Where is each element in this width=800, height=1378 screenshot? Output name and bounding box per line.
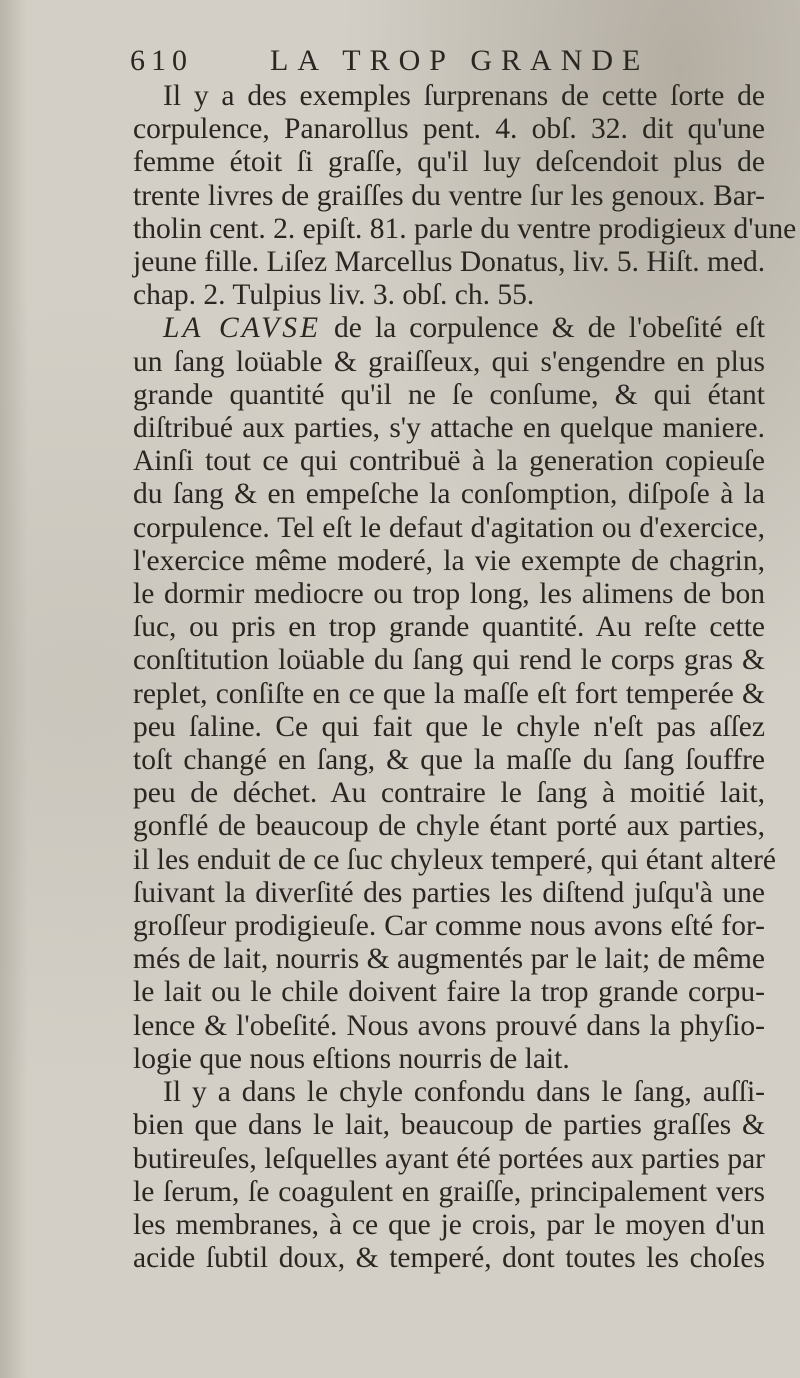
section-lead-caps: LA CAVSE [163, 312, 321, 345]
text-line: du ſang & en empeſche la conſomption, diſpoſe à la [133, 478, 765, 511]
body-text [133, 80, 797, 1275]
running-header [130, 44, 760, 84]
text-line: un ſang loüable & graiſſeux, qui s'engendre en plus [133, 345, 765, 378]
text-line: groſſeur prodigieuſe. Car comme nous avons eſté for- [133, 910, 765, 943]
text-line: gonflé de beaucoup de chyle étant porté aux parties, [133, 810, 765, 843]
text-line: tholin cent. 2. epiſt. 81. parle du ventre prodigieux d'une [133, 212, 797, 245]
text-line: Il y a des exemples ſurprenans de cette ſorte de [163, 80, 765, 112]
text-line: lence & l'obeſité. Nous avons prouvé dans la phyſio- [133, 1009, 765, 1042]
text-line: l'exercice même moderé, la vie exempte de chagrin, [133, 544, 765, 577]
text-line: Ainſi tout ce qui contribuë à la generation copieuſe [133, 445, 765, 478]
text-line: ſuivant la diverſité des parties les diſtend juſqu'à une [133, 876, 765, 909]
text-line: il les enduit de ce ſuc chyleux temperé, qui étant alteré [133, 843, 776, 876]
text-line: Il y a dans le chyle confondu dans le ſang, auſſi- [163, 1076, 765, 1109]
text-line: bien que dans le lait, beaucoup de parties graſſes & [133, 1109, 765, 1142]
text-line: trente livres de graiſſes du ventre ſur les genoux. Bar- [133, 179, 765, 212]
text-line: femme étoit ſi graſſe, qu'il luy deſcendoit plus de [133, 146, 765, 179]
text-line: corpulence, Panarollus pent. 4. obſ. 32. dit qu'une [133, 113, 765, 146]
text-line: butireuſes, leſquelles ayant été portées aux parties par [133, 1142, 765, 1175]
text-line: diſtribué aux parties, s'y attache en quelque maniere. [133, 412, 765, 445]
text-line: peu ſaline. Ce qui fait que le chyle n'eſt pas aſſez [133, 710, 765, 743]
page-gutter-shadow [0, 0, 28, 1378]
text-line: replet, conſiſte en ce que la maſſe eſt fort temperée & [133, 677, 765, 710]
text-line: le dormir mediocre ou trop long, les alimens de bon [133, 578, 765, 611]
text-line-rest: de la corpulence & de l'obeſité eſt [320, 312, 765, 345]
running-title: LA TROP GRANDE [270, 44, 650, 77]
text-line: toſt changé en ſang, & que la maſſe du ſang ſouffre [133, 744, 765, 777]
text-line: grande quantité qu'il ne ſe conſume, & qui étant [133, 378, 765, 411]
text-line: peu de déchet. Au contraire le ſang à moitié lait, [133, 777, 765, 810]
text-line: més de lait, nourris & augmentés par le lait; de même [133, 943, 765, 976]
text-line: acide ſubtil doux, & temperé, dont toutes les choſes [133, 1242, 765, 1275]
text-line: les membranes, à ce que je crois, par le moyen d'un [133, 1208, 765, 1241]
text-line: corpulence. Tel eſt le defaut d'agitation ou d'exercice, [133, 511, 765, 544]
page-number: 610 [130, 44, 193, 77]
text-line: chap. 2. Tulpius liv. 3. obſ. ch. 55. [133, 279, 535, 312]
text-line: le lait ou le chile doivent faire la trop grande corpu- [133, 976, 765, 1009]
text-line [133, 312, 765, 345]
text-line: ſuc, ou pris en trop grande quantité. Au reſte cette [133, 611, 765, 644]
text-line: le ſerum, ſe coagulent en graiſſe, principalement vers [133, 1175, 765, 1208]
text-line: logie que nous eſtions nourris de lait. [133, 1042, 570, 1075]
text-line: jeune fille. Liſez Marcellus Donatus, liv. 5. Hiſt. med. [133, 246, 766, 279]
text-line: conſtitution loüable du ſang qui rend le corps gras & [133, 644, 765, 677]
